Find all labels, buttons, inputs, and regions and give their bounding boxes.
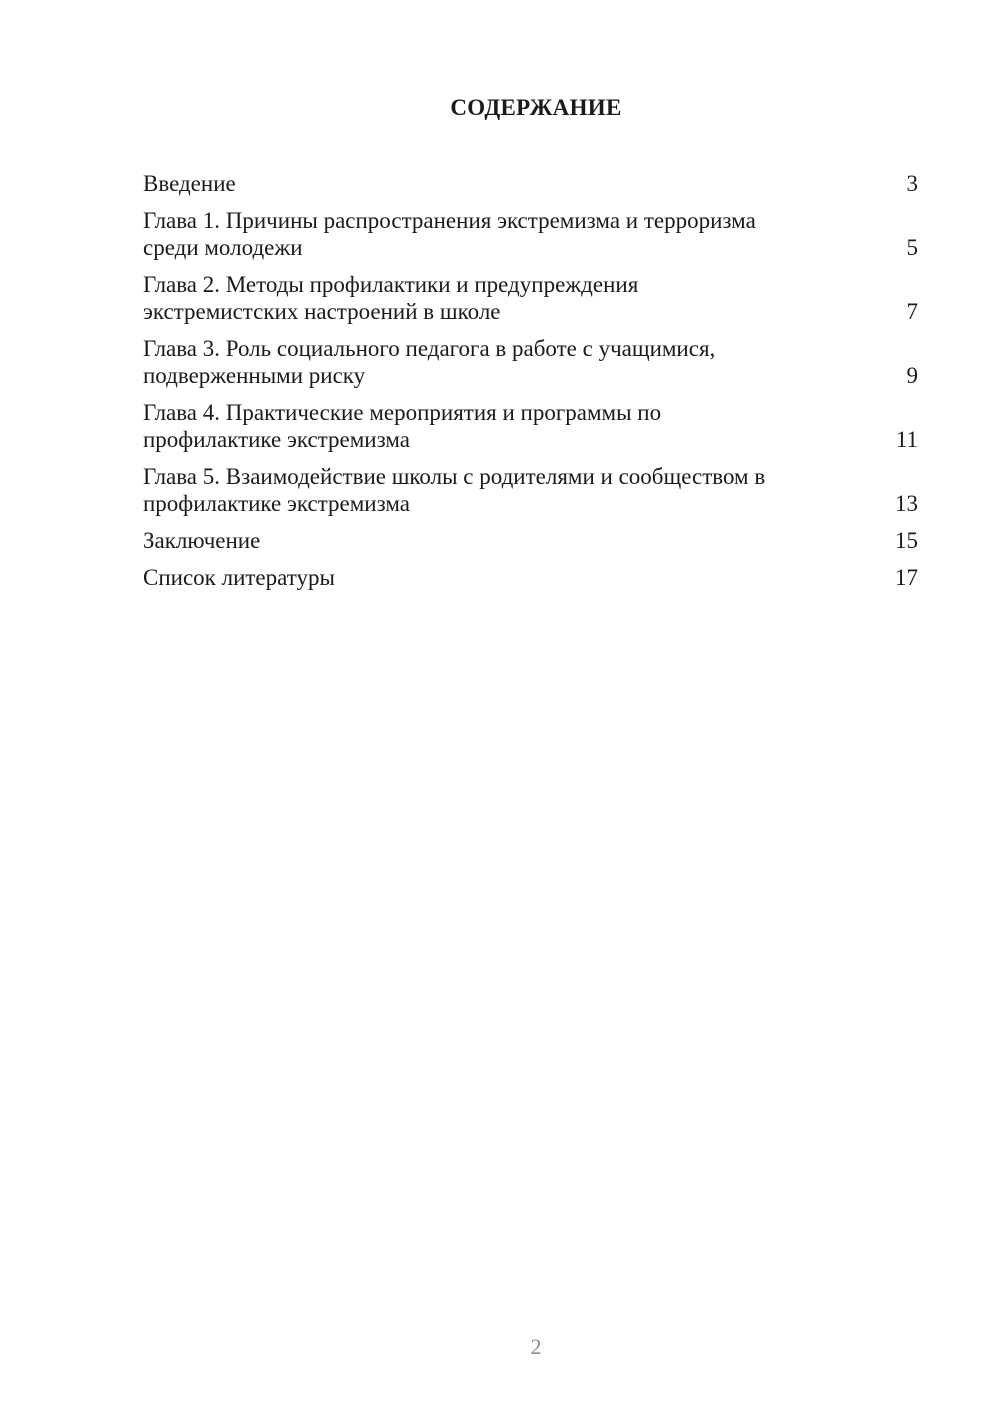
toc-entry-label: Заключение xyxy=(143,528,261,553)
toc-entry-page-number: 3 xyxy=(906,171,918,196)
toc-entry-conclusion[interactable] xyxy=(143,527,918,554)
toc-entry-page-number: 9 xyxy=(906,363,918,388)
toc-entry-label: Список литературы xyxy=(143,565,335,590)
toc-entry-label: Глава 5. Взаимодействие школы с родителями и сообществом в профилактике экстремизма xyxy=(143,464,766,516)
toc-entry-chapter-3[interactable] xyxy=(143,335,918,389)
toc-entry-label: Глава 1. Причины распространения экстремизма и терроризма среди молодежи xyxy=(143,208,756,260)
page-title: СОДЕРЖАНИЕ xyxy=(450,95,622,120)
page-number: 2 xyxy=(530,1334,542,1359)
toc-entry-introduction[interactable] xyxy=(143,170,918,197)
toc-entry-references[interactable] xyxy=(143,564,918,591)
toc-entry-page-number: 15 xyxy=(895,528,918,553)
toc-entry-label: Глава 2. Методы профилактики и предупреждения экстремистских настроений в школе xyxy=(143,272,639,324)
toc-entry-page-number: 17 xyxy=(895,565,918,590)
toc-entry-chapter-5[interactable] xyxy=(143,463,918,517)
toc-entry-page-number: 11 xyxy=(895,427,918,452)
toc-entry-label: Глава 3. Роль социального педагога в работе с учащимися, подверженными риску xyxy=(143,336,716,388)
toc-entry-page-number: 13 xyxy=(895,491,918,516)
toc-entry-chapter-4[interactable] xyxy=(143,399,918,453)
toc-entry-label: Введение xyxy=(143,171,236,196)
toc-entry-label: Глава 4. Практические мероприятия и программы по профилактике экстремизма xyxy=(143,400,662,452)
toc-entry-chapter-2[interactable] xyxy=(143,271,918,325)
toc-entry-page-number: 5 xyxy=(906,235,918,260)
toc-entry-page-number: 7 xyxy=(906,299,918,324)
table-of-contents xyxy=(143,170,918,601)
toc-entry-chapter-1[interactable] xyxy=(143,207,918,261)
